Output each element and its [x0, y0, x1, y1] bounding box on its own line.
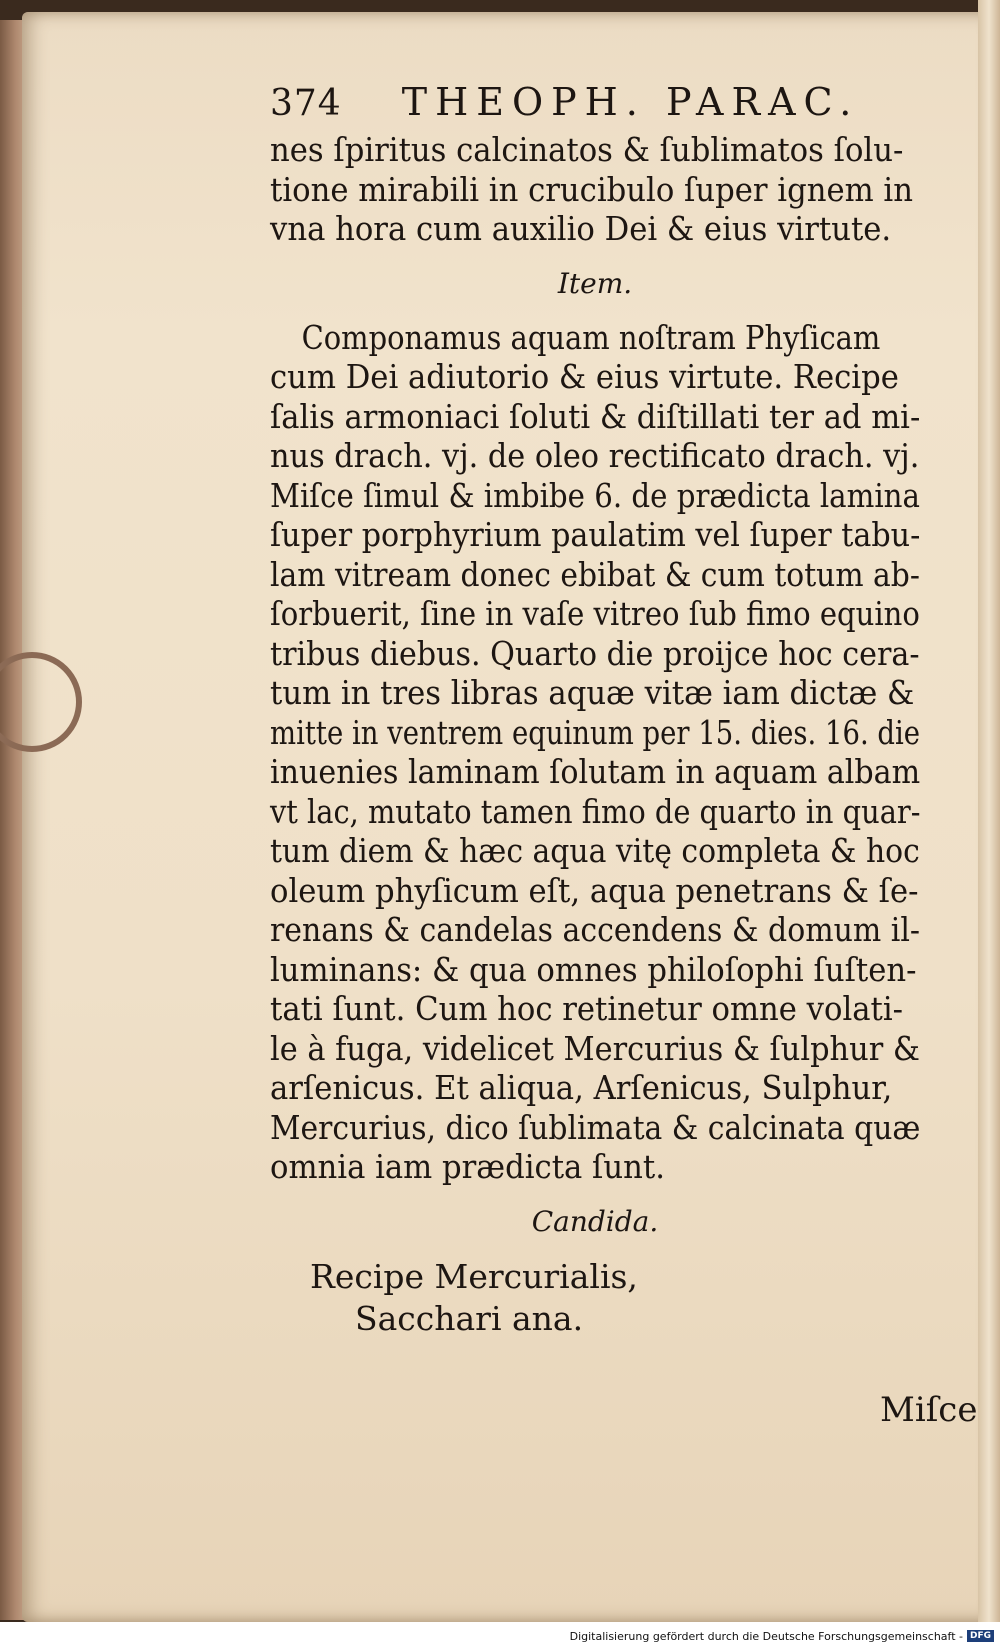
text-line: nus drach. vj. de oleo rectificato drach. vj.	[270, 436, 920, 475]
text-line: luminans: & qua omnes philoſophi ſuſten-	[270, 949, 917, 989]
text-line: Miſce ſimul & imbibe 6. de prædicta lamina	[270, 475, 920, 515]
clasp-ring	[0, 652, 82, 752]
text-line: arſenicus. Et aliqua, Arſenicus, Sulphur,	[270, 1068, 893, 1107]
recipe-line: Sacchari ana.	[355, 1298, 584, 1338]
text-line: nes ſpiritus calcinatos & ſublimatos ſolu-	[270, 130, 904, 169]
text-line: inuenies laminam ſolutam in aquam albam	[270, 752, 921, 791]
digitization-footer	[0, 1622, 1000, 1650]
footer-text: Digitalisierung gefördert durch die Deutsche Forschungsgemeinschaft -	[569, 1629, 963, 1643]
text-line: Mercurius, dico ſublimata & calcinata quæ	[270, 1107, 921, 1147]
recipe-block	[270, 1256, 970, 1340]
text-line: cum Dei adiutorio & eius virtute. Recipe	[270, 357, 899, 396]
book-edge-right	[978, 0, 1000, 1622]
catchword: Miſce	[880, 1390, 978, 1430]
text-line: vna hora cum auxilio Dei & eius virtute.	[270, 209, 892, 248]
text-block	[270, 80, 970, 1340]
recipe-line: Recipe Mercurialis,	[310, 1256, 638, 1296]
page-header	[270, 80, 970, 124]
text-line: tribus diebus. Quarto die proijce hoc cera-	[270, 633, 920, 673]
text-line: ſuper porphyrium paulatim vel ſuper tabu-	[270, 515, 921, 554]
text-line: Componamus aquam noſtram Phyſicam	[301, 317, 881, 357]
text-line: mitte in ventrem equinum per 15. dies. 16. die	[270, 712, 921, 752]
text-line: lam vitream donec ebibat & cum totum ab-	[270, 554, 920, 594]
text-line: tione mirabili in crucibulo ſuper ignem in	[270, 169, 913, 209]
text-line: tum diem & hæc aqua vitę completa & hoc	[270, 831, 920, 870]
text-line: renans & candelas accendens & domum il-	[270, 910, 921, 949]
dfg-logo: DFG	[967, 1630, 994, 1642]
page-number: 374	[270, 83, 342, 124]
section-title-candida: Candida.	[531, 1204, 659, 1238]
text-line: le à fuga, videlicet Mercurius & ſulphur &	[270, 1028, 920, 1068]
text-line: ſorbuerit, ſine in vaſe vitreo ſub fimo equino	[270, 594, 920, 633]
section-title: Item.	[557, 266, 633, 300]
text-line: ſalis armoniaci ſoluti & diſtillati ter ad mi-	[270, 396, 921, 436]
text-line: vt lac, mutato tamen fimo de quarto in quar-	[270, 791, 921, 831]
text-line: oleum phyſicum eſt, aqua penetrans & ſe-	[270, 870, 919, 910]
running-title: THEOPH. PARAC.	[401, 80, 860, 124]
text-line: tum in tres libras aquæ vitæ iam dictæ &	[270, 673, 915, 712]
text-line: omnia iam prædicta ſunt.	[270, 1147, 665, 1186]
text-line: tati ſunt. Cum hoc retinetur omne volati-	[270, 989, 904, 1028]
